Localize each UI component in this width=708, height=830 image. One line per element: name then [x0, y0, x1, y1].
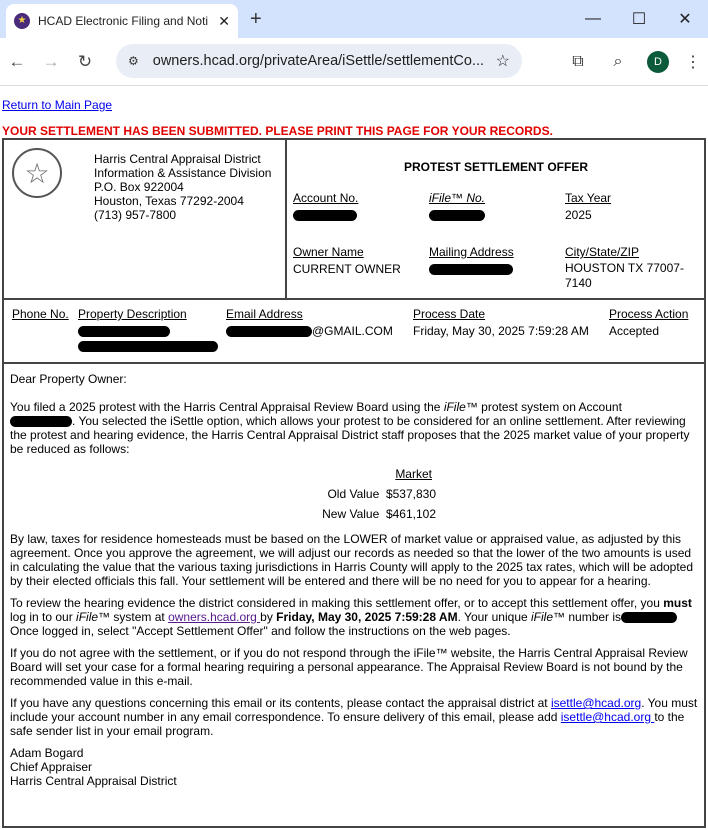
- new-tab-icon[interactable]: +: [250, 8, 262, 30]
- letter-body: [10, 372, 700, 788]
- submission-banner: YOUR SETTLEMENT HAS BEEN SUBMITTED. PLEASE PRINT THIS PAGE FOR YOUR RECORDS.: [2, 124, 553, 138]
- ifile-label: iFile™ No.: [429, 191, 486, 205]
- redacted-property-1: [78, 326, 170, 337]
- url-text[interactable]: owners.hcad.org/privateArea/iSettle/settlementCo...: [152, 53, 485, 69]
- greeting: Dear Property Owner:: [10, 372, 127, 386]
- back-icon[interactable]: ←: [8, 51, 26, 71]
- email-label: Email Address: [226, 307, 303, 321]
- phone-label: Phone No.: [12, 307, 69, 321]
- close-window-icon[interactable]: ✕: [678, 11, 692, 28]
- site-settings-icon[interactable]: ⚙: [128, 54, 139, 68]
- district-division: Information & Assistance Division: [94, 166, 272, 180]
- property-label: Property Description: [78, 307, 187, 321]
- account-label: Account No.: [293, 191, 359, 205]
- isettle-email-link-2[interactable]: isettle@hcad.org: [560, 710, 655, 724]
- redacted-account: [293, 210, 357, 221]
- paragraph-contact: If you have any questions concerning this email or its contents, please contact the appraisal district at isettle@hcad.org. You must include your account number in any email correspondence. To ensure delivery of this email, please add isettle@hcad.org to the safe sender list in your email program.: [10, 696, 698, 738]
- address-bar[interactable]: [116, 44, 522, 78]
- email-suffix: @GMAIL.COM: [312, 324, 393, 338]
- favicon-icon: ★: [14, 13, 30, 29]
- city-state-zip: HOUSTON TX 77007-7140: [565, 261, 684, 290]
- signer-name: Adam Bogard: [10, 746, 84, 760]
- paragraph-law: By law, taxes for residence homesteads must be based on the LOWER of market value or appraised value, as adjusted by this agreement. Once you approve the agreement, we will adjust our records as needed so that the lower of the two amounts is used in calculating the value that the various taxing jurisdictions in Harris County will apply to the 2025 tax rates, which will be adopted by their elected officials this fall. Your settlement will be entered and there will be no need for you to appear for a hearing.: [10, 532, 694, 588]
- process-action-label: Process Action: [609, 307, 689, 321]
- tab-title: HCAD Electronic Filing and Noti: [38, 14, 209, 28]
- paragraph-intro: You filed a 2025 protest with the Harris Central Appraisal Review Board using the iFile™ protest system on Account . You selected the iSettle option, which allows your protest to be considered for an online settlement. After reviewing the protest and hearing evidence, the Harris Central Appraisal District staff proposes that the 2025 market value of your property be reduced as follows:: [10, 400, 690, 456]
- district-city: Houston, Texas 77292-2004: [94, 194, 244, 208]
- menu-icon[interactable]: ⋮: [685, 54, 701, 71]
- district-phone: (713) 957-7800: [94, 208, 177, 222]
- tax-year: 2025: [565, 208, 592, 222]
- minimize-icon[interactable]: —: [585, 10, 601, 27]
- paragraph-disagree: If you do not agree with the settlement, or if you do not respond through the iFile™ website, the Harris Central Appraisal Review Board will set your case for a formal hearing requiring a personal appearance. The Appraisal Review Board is not bound by the recommended value in this e-mail.: [10, 646, 688, 688]
- profile-avatar[interactable]: D: [647, 51, 669, 73]
- signer-org: Harris Central Appraisal District: [10, 774, 177, 788]
- redacted-email: [226, 326, 312, 337]
- district-address: [94, 152, 271, 222]
- process-date-label: Process Date: [413, 307, 486, 321]
- old-value: $537,830: [385, 487, 436, 501]
- mailing-label: Mailing Address: [429, 245, 514, 259]
- redacted-ifile-number: [621, 612, 677, 623]
- signature: [10, 746, 700, 788]
- forward-icon[interactable]: →: [42, 51, 60, 71]
- return-to-main-link[interactable]: Return to Main Page: [2, 98, 113, 112]
- process-date: Friday, May 30, 2025 7:59:28 AM: [413, 324, 589, 338]
- tab-bar: [0, 0, 708, 38]
- maximize-icon[interactable]: ☐: [631, 11, 647, 28]
- redacted-ifile: [429, 210, 485, 221]
- paragraph-review: To review the hearing evidence the district considered in making this settlement offer, or to accept this settlement offer, you must log in to our iFile™ system at owners.hcad.org by Friday, May 30, 2025 7:59:28 AM. Your unique iFile™ number is Once logged in, select "Accept Settlement Offer" and follow the instructions on the web pages.: [10, 596, 692, 638]
- browser-toolbar: [0, 38, 708, 86]
- redacted-property-2: [78, 341, 218, 352]
- tab-search-icon[interactable]: ⌕: [613, 53, 623, 70]
- redacted-mailing: [429, 264, 513, 275]
- tax-year-label: Tax Year: [565, 191, 612, 205]
- district-po-box: P.O. Box 922004: [94, 180, 184, 194]
- extensions-icon[interactable]: ⧉: [572, 53, 584, 70]
- signer-title: Chief Appraiser: [10, 760, 93, 774]
- owners-hcad-link[interactable]: owners.hcad.org: [168, 610, 261, 624]
- owner-name: CURRENT OWNER: [293, 262, 401, 276]
- isettle-email-link[interactable]: isettle@hcad.org: [550, 696, 642, 710]
- process-action: Accepted: [609, 324, 660, 338]
- old-value-label: Old Value: [327, 487, 380, 501]
- new-value: $461,102: [385, 507, 436, 521]
- bookmark-star-icon[interactable]: ☆: [495, 53, 510, 70]
- city-label: City/State/ZIP: [565, 245, 640, 259]
- market-header: Market: [395, 467, 432, 481]
- close-tab-icon[interactable]: ✕: [218, 12, 230, 29]
- browser-tab[interactable]: [6, 4, 238, 38]
- settlement-document: [2, 138, 706, 828]
- reload-icon[interactable]: ↻: [77, 51, 93, 71]
- new-value-label: New Value: [322, 507, 380, 521]
- market-value-table: [10, 464, 436, 524]
- district-name: Harris Central Appraisal District: [94, 152, 261, 166]
- offer-title: PROTEST SETTLEMENT OFFER: [404, 160, 589, 174]
- owner-label: Owner Name: [293, 245, 364, 259]
- hcad-seal-logo: ☆: [12, 148, 62, 198]
